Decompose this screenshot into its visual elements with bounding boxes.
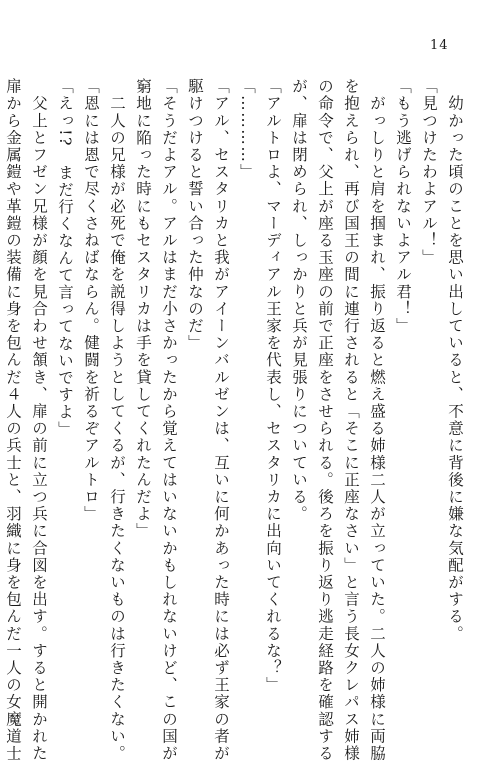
text-line: 駆けつけると誓い合った仲なのだ」 [186, 78, 204, 352]
text-line: を抱えられ、再び国王の間に連行されると「そこに正座なさい」と言う長女クレパス姉様 [342, 78, 360, 762]
text-line: 「恩には恩で尽くさねばならん。健闘を祈るぞアルトロ」 [82, 78, 100, 523]
text-line: 「そうだよアル。アルはまだ小さかったから覚えてはいないかもしれないけど、この国が [160, 78, 178, 762]
text-line: 窮地に陥った時にもセスタリカは手を貸してくれたんだよ」 [134, 78, 152, 540]
text-line: 「アル、セスタリカと我がアイーンバルゼンは、互いに何かあった時には必ず王家の者が [212, 78, 230, 762]
text-line: がっしりと肩を掴まれ、振り返ると燃え盛る姉様二人が立っていた。二人の姉様に両脇 [368, 78, 386, 762]
text-line: 扉から金属鎧や革鎧の装備に身を包んだ４人の兵士と、羽織に身を包んだ一人の女魔道士 [4, 78, 22, 762]
text-line: 「もう逃げられないよアル君！」 [394, 78, 412, 335]
text-line: の命令で、父上が座る玉座の前で正座をさせられる。後ろを振り返り逃走経路を確認する [316, 78, 334, 762]
page-number: 14 [430, 38, 449, 53]
novel-text-body [4, 78, 468, 762]
text-line: 「…………」 [238, 78, 256, 181]
text-line: 父上とフゼン兄様が顔を見合わせ頷き、扉の前に立つ兵に合図を出す。すると開かれた [30, 78, 48, 762]
text-line: が、扉は閉められ、しっかりと兵が見張りについている。 [290, 78, 308, 523]
text-line: 「えっ!? まだ行くなんて言ってないですよ」 [56, 78, 74, 438]
text-line: 二人の兄様が必死で俺を説得しようとしてくるが、行きたくないものは行きたくない。 [108, 78, 126, 762]
text-line: 幼かった頃のことを思い出していると、不意に背後に嫌な気配がする。 [446, 78, 464, 643]
text-line: 「見つけたわよアル！」 [420, 78, 438, 267]
text-line: 「アルトロよ、マーディアル王家を代表し、セスタリカに出向いてくれるな？」 [264, 78, 282, 694]
